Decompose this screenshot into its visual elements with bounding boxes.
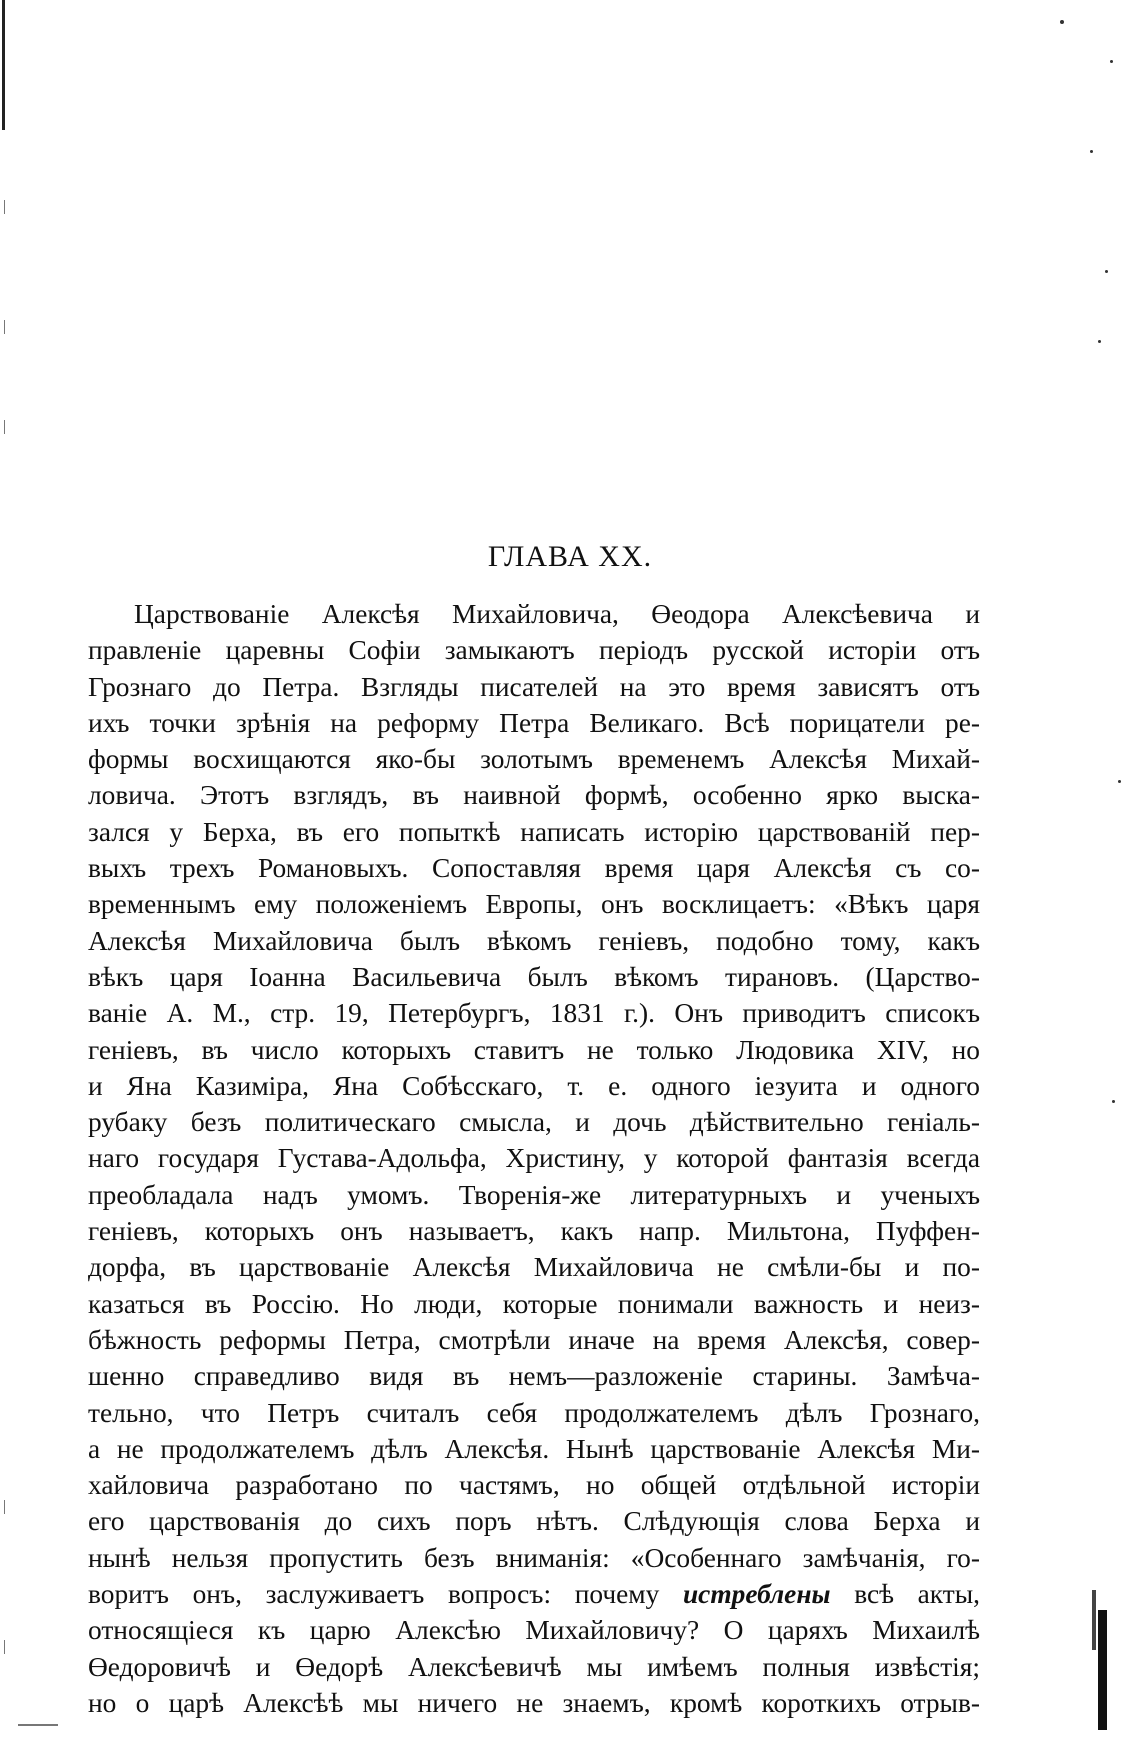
text-line: геніевъ, въ число которыхъ ставитъ не только Людовика XIV, но xyxy=(88,1034,980,1065)
text-line: ловича. Этотъ взглядъ, въ наивной формѣ, особенно ярко выска- xyxy=(88,780,980,811)
scan-edge-tick xyxy=(4,1500,5,1514)
scan-right-edge-mark xyxy=(1098,1610,1107,1730)
text-line: и Яна Казиміра, Яна Собѣсскаго, т. е. одного іезуита и одного xyxy=(88,1070,980,1101)
text-line: дорфа, въ царствованіе Алексѣя Михайловича не смѣли-бы и по- xyxy=(88,1252,980,1283)
text-line: а не продолжателемъ дѣлъ Алексѣя. Нынѣ царствованіе Алексѣя Ми- xyxy=(88,1433,980,1464)
text-line: Өедоровичѣ и Өедорѣ Алексѣевичѣ мы имѣемъ полныя извѣстія; xyxy=(88,1651,980,1682)
scan-bottom-mark xyxy=(18,1724,58,1726)
text-line: нынѣ нельзя пропустить безъ вниманія: «Особеннаго замѣчанія, го- xyxy=(88,1542,980,1573)
scan-speck xyxy=(1060,20,1064,24)
text-line-with-emphasis xyxy=(88,1576,980,1612)
text-line: ихъ точки зрѣнія на реформу Петра Великаго. Всѣ порицатели ре- xyxy=(88,707,980,738)
scan-speck xyxy=(1110,60,1113,63)
text-line: Алексѣя Михайловича былъ вѣкомъ геніевъ, подобно тому, какъ xyxy=(88,925,980,956)
text-line: временнымъ ему положеніемъ Европы, онъ восклицаетъ: «Вѣкъ царя xyxy=(88,889,980,920)
text-line: геніевъ, которыхъ онъ называетъ, какъ напр. Мильтона, Пуффен- xyxy=(88,1216,980,1247)
emphasized-word: истреблены xyxy=(682,1579,831,1610)
scan-speck xyxy=(1105,270,1108,273)
text-line: тельно, что Петръ считалъ себя продолжателемъ дѣлъ Грознаго, xyxy=(88,1397,980,1428)
scan-left-edge-mark xyxy=(2,0,5,130)
text-line: выхъ трехъ Романовыхъ. Сопоставляя время царя Алексѣя съ со- xyxy=(88,853,980,884)
text-line: вѣкъ царя Іоанна Васильевича былъ вѣкомъ тирановъ. (Царство- xyxy=(88,961,980,992)
scan-speck xyxy=(1098,340,1101,343)
text-line: преобладала надъ умомъ. Творенія-же литературныхъ и ученыхъ xyxy=(88,1179,980,1210)
scan-edge-tick xyxy=(4,420,5,434)
text-line: казаться въ Россію. Но люди, которые понимали важность и неиз- xyxy=(88,1288,980,1319)
chapter-title: ГЛАВА XX. xyxy=(487,540,653,573)
text-line: относящіеся къ царю Алексѣю Михайловичу? О царяхъ Михаилѣ xyxy=(88,1615,980,1646)
scan-right-edge-mark xyxy=(1092,1590,1096,1650)
scan-speck xyxy=(1118,780,1121,783)
text-line: Грознаго до Петра. Взгляды писателей на это время зависятъ отъ xyxy=(88,671,980,702)
text-line: ваніе А. М., стр. 19, Петербургъ, 1831 г.). Онъ приводитъ списокъ xyxy=(88,998,980,1029)
text-line: хайловича разработано по частямъ, но общей отдѣльной исторіи xyxy=(88,1470,980,1501)
text-line: правленіе царевны Софіи замыкаютъ періодъ русской исторіи отъ xyxy=(88,635,980,666)
text-line: зался у Берха, въ его попыткѣ написать исторію царствованій пер- xyxy=(88,816,980,847)
chapter-body-text xyxy=(88,596,980,1721)
text-line: рубаку безъ политическаго смысла, и дочь дѣйствительно геніаль- xyxy=(88,1107,980,1138)
text-line: наго государя Густава-Адольфа, Христину, у которой фантазія всегда xyxy=(88,1143,980,1174)
text-line: шенно справедливо видя въ немъ—разложеніе старины. Замѣча- xyxy=(88,1361,980,1392)
scan-speck xyxy=(1112,1100,1115,1103)
scan-edge-tick xyxy=(4,320,5,334)
scan-edge-tick xyxy=(4,1640,5,1654)
text-line: бѣжность реформы Петра, смотрѣли иначе на время Алексѣя, совер- xyxy=(88,1324,980,1355)
scan-edge-tick xyxy=(4,200,5,214)
text-segment: воритъ онъ, заслуживаетъ вопросъ: почему xyxy=(88,1579,660,1610)
text-segment: всѣ акты, xyxy=(854,1579,980,1610)
text-line: его царствованія до сихъ поръ нѣтъ. Слѣдующія слова Берха и xyxy=(88,1506,980,1537)
scan-speck xyxy=(1090,150,1093,153)
text-line: но о царѣ Алексѣѣ мы ничего не знаемъ, кромѣ короткихъ отрыв- xyxy=(88,1687,980,1718)
text-line: Царствованіе Алексѣя Михайловича, Өеодора Алексѣевича и xyxy=(134,599,980,629)
text-line: формы восхищаются яко-бы золотымъ временемъ Алексѣя Михай- xyxy=(88,744,980,775)
